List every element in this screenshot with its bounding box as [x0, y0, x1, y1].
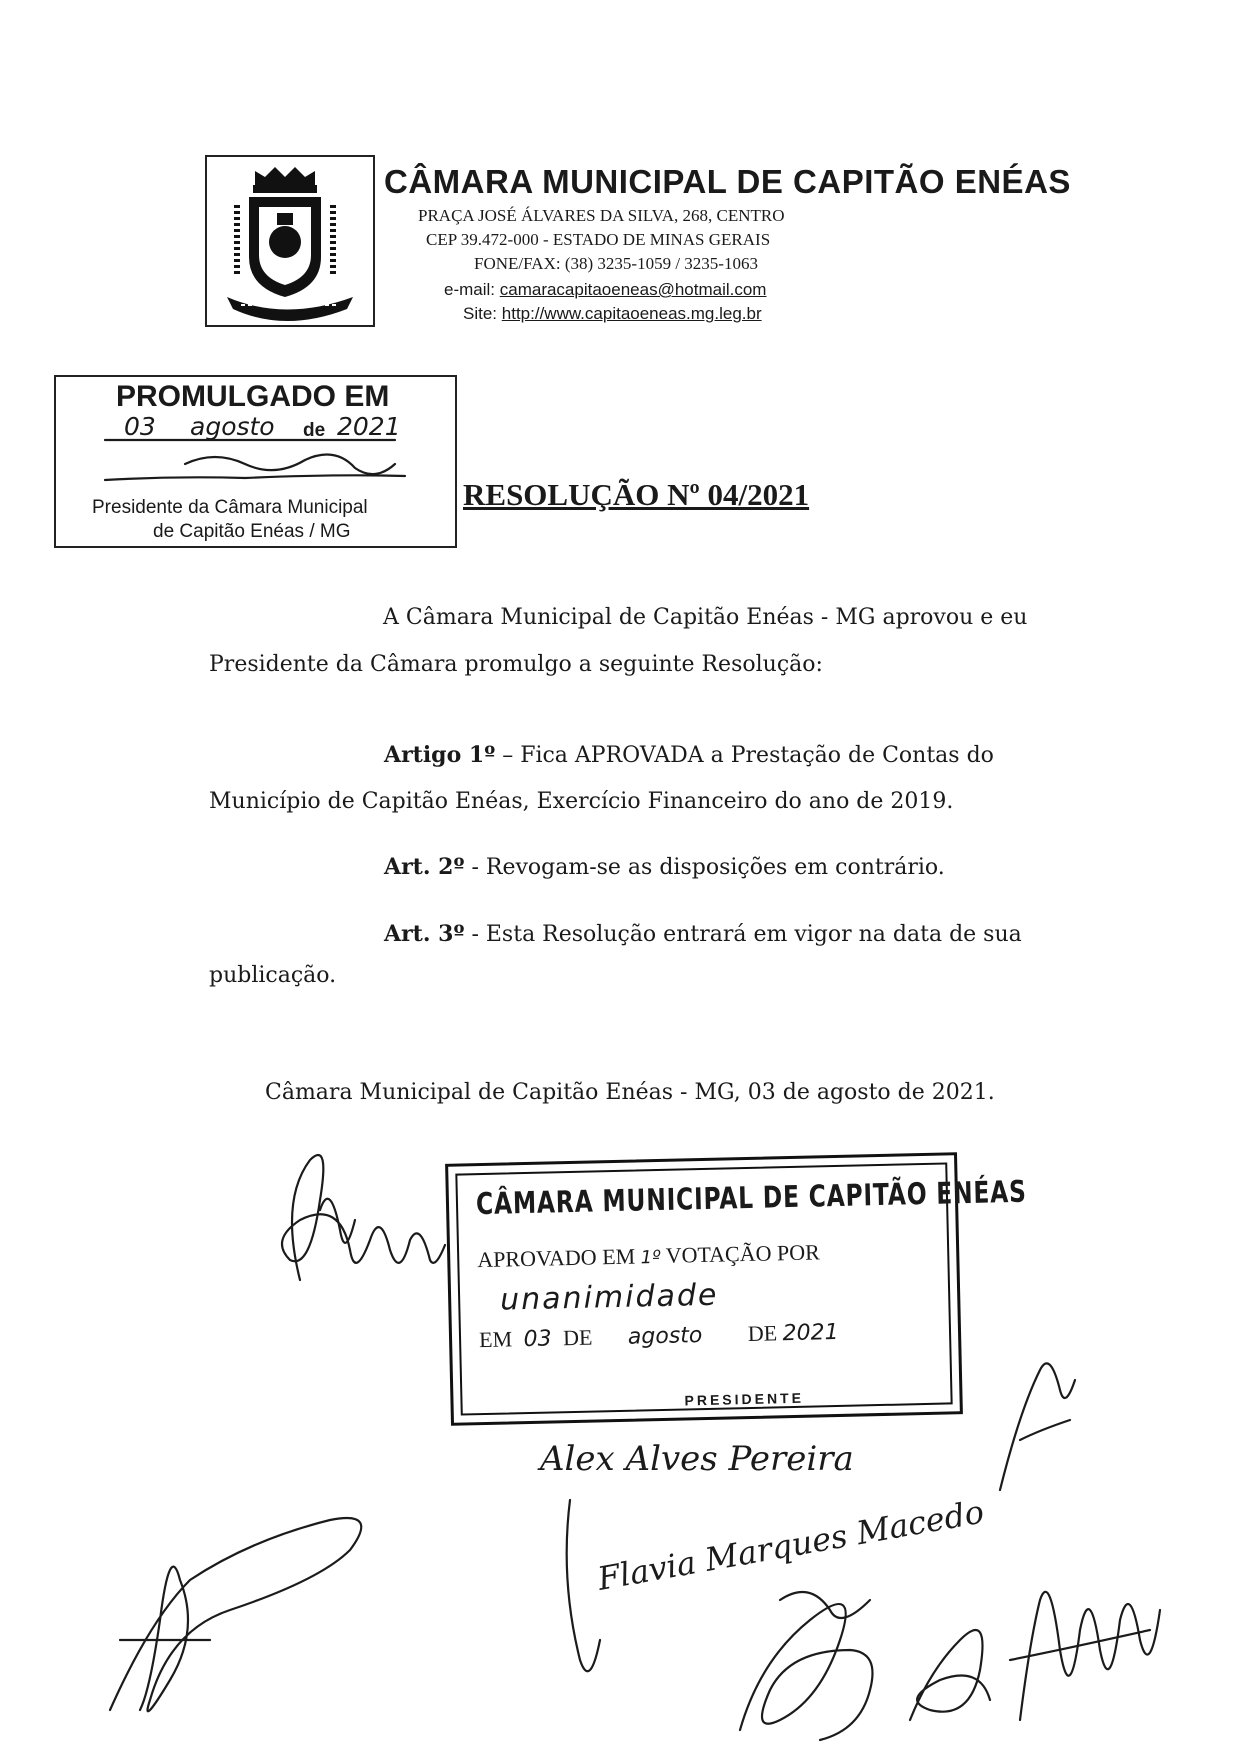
- cep-state-line: CEP 39.472-000 - ESTADO DE MINAS GERAIS: [426, 230, 771, 249]
- signature-right-top: [980, 1350, 1100, 1510]
- approval-em: EM: [478, 1326, 513, 1353]
- email-line: [444, 280, 766, 300]
- closing-date-line: Câmara Municipal de Capitão Enéas - MG, 03 de agosto de 2021.: [265, 1080, 995, 1105]
- promulgation-day: 03: [124, 412, 156, 441]
- intro-line1: A Câmara Municipal de Capitão Enéas - MG aprovou e eu: [383, 605, 1028, 630]
- crest-frame: [205, 155, 375, 327]
- article-3-text: - Esta Resolução entrará em vigor na data de sua: [464, 922, 1022, 947]
- approval-month: agosto: [627, 1323, 703, 1350]
- article-1-line2: Município de Capitão Enéas, Exercício Financeiro do ano de 2019.: [209, 789, 954, 814]
- approval-prefix: APROVADO EM: [476, 1243, 636, 1273]
- address-line: PRAÇA JOSÉ ÁLVARES DA SILVA, 268, CENTRO: [418, 206, 785, 225]
- approval-line: [477, 1239, 820, 1273]
- approval-stamp-inner: [455, 1162, 1028, 1415]
- approval-title: CÂMARA MUNICIPAL DE CAPITÃO ENÉAS: [475, 1174, 1028, 1223]
- promulgation-signature: [95, 420, 415, 490]
- article-1-text: – Fica APROVADA a Prestação de Contas do: [495, 743, 994, 768]
- promulgation-year: 2021: [337, 412, 401, 441]
- signature-bottom-center: [720, 1560, 900, 1750]
- promulgation-title: PROMULGADO EM: [116, 380, 390, 413]
- resolution-title: RESOLUÇÃO Nº 04/2021: [463, 477, 810, 512]
- signature-alex-text: Alex Alves Pereira: [540, 1439, 854, 1479]
- institution-name: CÂMARA MUNICIPAL DE CAPITÃO ENÉAS: [384, 163, 1071, 200]
- approval-vote-type: unanimidade: [499, 1277, 719, 1318]
- site-label: Site:: [463, 304, 498, 323]
- signature-left-top: [260, 1140, 460, 1300]
- site-link[interactable]: http://www.capitaoeneas.mg.leg.br: [501, 304, 762, 323]
- email-label: e-mail:: [444, 280, 496, 299]
- promulgation-footer-line1: Presidente da Câmara Municipal: [92, 497, 368, 518]
- signature-bottom-mid: [890, 1570, 1010, 1740]
- article-1-label: Artigo 1º: [384, 742, 496, 768]
- article-3-label: Art. 3º: [384, 921, 465, 947]
- article-2-text: - Revogam-se as disposições em contrário.: [464, 855, 945, 880]
- signature-flavia-text: Flavia Marques Macedo: [594, 1492, 987, 1598]
- approval-day: 03: [523, 1326, 552, 1353]
- approval-year: 2021: [782, 1319, 839, 1347]
- site-line: [463, 304, 762, 324]
- approval-de2: DE: [747, 1320, 778, 1347]
- promulgation-footer-line2: de Capitão Enéas / MG: [153, 521, 351, 542]
- approval-suffix: VOTAÇÃO POR: [665, 1239, 821, 1268]
- signature-bottom-right: [1000, 1540, 1170, 1740]
- signature-bottom-left: [90, 1500, 390, 1730]
- article-3-line1: [384, 921, 1022, 947]
- phone-line: FONE/FAX: (38) 3235-1059 / 3235-1063: [474, 254, 758, 273]
- approval-president-label: PRESIDENTE: [684, 1389, 805, 1409]
- promulgation-de: de: [303, 420, 326, 441]
- intro-line2: Presidente da Câmara promulgo a seguinte Resolução:: [209, 652, 823, 677]
- article-3-line2: publicação.: [209, 963, 337, 988]
- promulgation-month: agosto: [190, 412, 275, 441]
- approval-date-line: [479, 1319, 839, 1353]
- signature-alex: [520, 1420, 960, 1490]
- article-2: [384, 854, 945, 880]
- approval-vote-number: 1º: [640, 1246, 661, 1269]
- approval-de1: DE: [562, 1324, 593, 1351]
- article-2-label: Art. 2º: [384, 854, 465, 880]
- email-link[interactable]: camaracapitaoeneas@hotmail.com: [499, 280, 767, 299]
- article-1-line1: [384, 742, 994, 768]
- approval-stamp: [445, 1152, 1028, 1426]
- municipal-crest-icon: [207, 157, 373, 325]
